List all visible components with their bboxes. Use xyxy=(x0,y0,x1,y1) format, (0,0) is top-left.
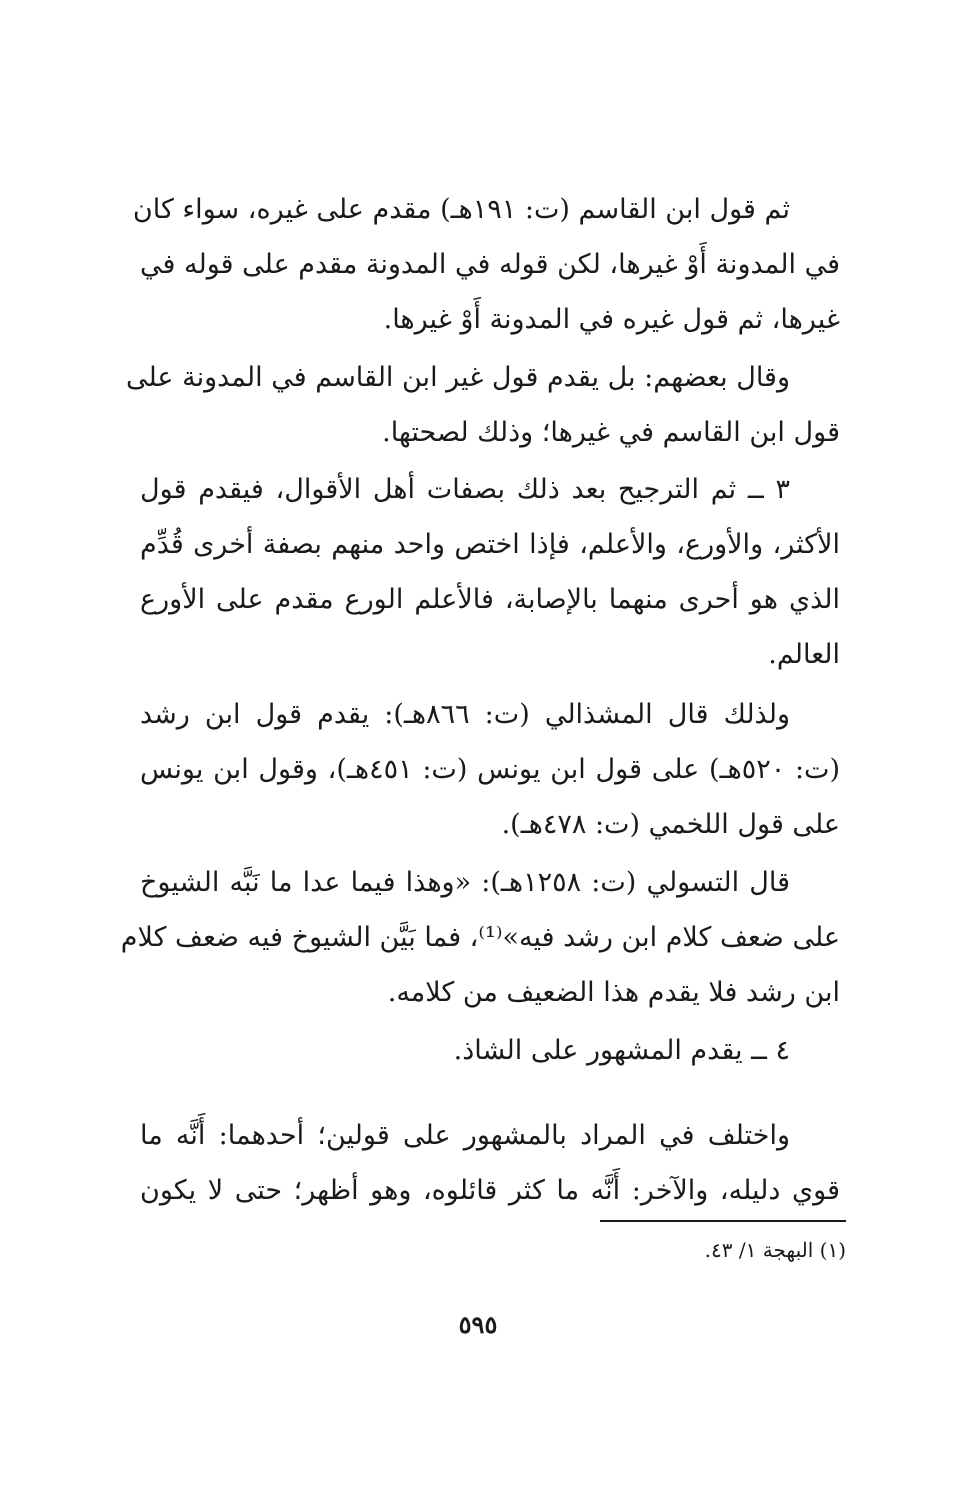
paragraph-mashhur xyxy=(140,1108,840,1218)
text-line: قال التسولي (ت: ١٢٥٨هـ): «وهذا فيما عدا ما نَبَّه الشيوخ xyxy=(140,867,790,898)
text-line: في المدونة أَوْ غيرها، لكن قوله في المدونة مقدم على قوله في xyxy=(140,249,840,280)
footnote: (١) البهجة ١/ ٤٣. xyxy=(704,1238,846,1262)
text-line: ولذلك قال المشذالي (ت: ٨٦٦هـ): يقدم قول ابن رشد xyxy=(140,699,790,730)
paragraph-item-3 xyxy=(140,462,840,682)
text-line: العالم. xyxy=(768,639,840,670)
page-number: ٥٩٥ xyxy=(458,1310,498,1339)
text-line: ثم قول ابن القاسم (ت: ١٩١هـ) مقدم على غيره، سواء كان xyxy=(132,194,790,225)
paragraph-some-said xyxy=(125,350,840,460)
text-line: الأكثر، والأورع، والأعلم، فإذا اختص واحد منهم بصفة أخرى قُدِّم xyxy=(140,529,840,560)
text-line: على ضعف كلام ابن رشد فيه»⁽¹⁾، فما بَيَّن الشيوخ فيه ضعف كلام xyxy=(120,922,840,953)
text-line: قوي دليله، والآخر: أَنَّه ما كثر قائلوه، وهو أظهر؛ حتى لا يكون xyxy=(140,1175,840,1206)
text-line: ابن رشد فلا يقدم هذا الضعيف من كلامه. xyxy=(387,977,840,1008)
text-line: قول ابن القاسم في غيرها؛ وذلك لصحتها. xyxy=(382,417,840,448)
text-line: غيرها، ثم قول غيره في المدونة أَوْ غيرها. xyxy=(383,304,840,335)
text-line: (ت: ٥٢٠هـ) على قول ابن يونس (ت: ٤٥١هـ)، وقول ابن يونس xyxy=(140,754,840,785)
paragraph-ibn-al-qasim xyxy=(132,182,840,347)
paragraph-item-4 xyxy=(140,1023,840,1078)
text-line: ٤ ــ يقدم المشهور على الشاذ. xyxy=(453,1035,790,1066)
text-line: ٣ ــ ثم الترجيح بعد ذلك بصفات أهل الأقوال، فيقدم قول xyxy=(140,474,790,505)
paragraph-tasuli xyxy=(120,855,840,1020)
footnote-separator xyxy=(600,1220,846,1222)
text-line: على قول اللخمي (ت: ٤٧٨هـ). xyxy=(501,809,840,840)
text-line: الذي هو أحرى منهما بالإصابة، فالأعلم الورع مقدم على الأورع xyxy=(140,584,840,615)
paragraph-mashdhali xyxy=(140,687,840,852)
text-line: واختلف في المراد بالمشهور على قولين؛ أحدهما: أَنَّه ما xyxy=(140,1120,790,1151)
text-line: وقال بعضهم: بل يقدم قول غير ابن القاسم في المدونة على xyxy=(125,362,790,393)
